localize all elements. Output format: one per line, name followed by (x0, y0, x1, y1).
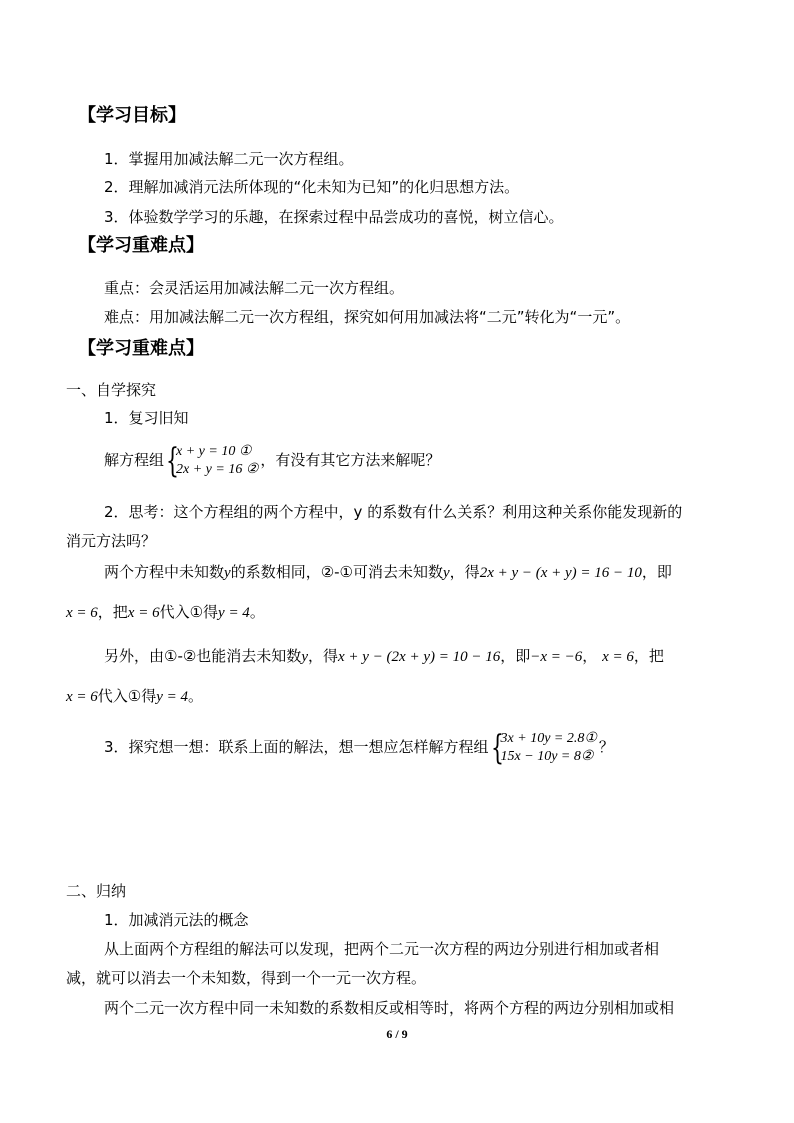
concept-heading: 1．加减消元法的概念 (104, 911, 249, 929)
text-run: ， (582, 647, 598, 665)
system2-equation-1: 3x + 10y = 2.8① (500, 730, 597, 746)
think-question-line-1: 2．思考：这个方程组的两个方程中，y 的系数有什么关系？利用这种关系你能发现新的 (104, 503, 683, 521)
review-system-line (104, 440, 440, 480)
goal-item-2: 2．理解加减消元法所体现的“化未知为已知”的化归思想方法。 (104, 178, 520, 196)
explore-question-line (104, 727, 614, 767)
text-run: 两个方程中未知数 (104, 563, 225, 581)
system2-equation-2: 15x − 10y = 8② (500, 748, 594, 764)
math-equation: x = 6 (602, 649, 634, 665)
text-run: ，得 (307, 647, 338, 665)
explore-end: ？ (598, 738, 614, 756)
think-question-line-2: 消元方法吗？ (66, 532, 157, 550)
math-equation: y = 4 (218, 605, 250, 621)
text-run: 。 (188, 687, 204, 705)
text-run: ，即 (641, 563, 672, 581)
math-variable: y (301, 649, 308, 665)
goal-item-3: 3．体验数学学习的乐趣，在探索过程中品尝成功的喜悦，树立信心。 (104, 208, 564, 226)
math-equation: x + y − (2x + y) = 10 − 16 (338, 649, 501, 665)
text-run: 。 (249, 603, 265, 621)
section-title-key-points-2: 【学习重难点】 (78, 338, 204, 359)
text-run: 的系数相同，②-①可消去未知数 (230, 563, 443, 581)
math-equation: y = 4 (156, 689, 189, 705)
system1-equation-1: x + y = 10 ① (176, 443, 252, 459)
part-two-heading: 二、归纳 (66, 882, 127, 900)
text-run: 另外，由①-②也能消去未知数 (104, 647, 302, 665)
left-brace-icon: { (490, 727, 504, 768)
math-equation: −x = −6 (530, 649, 583, 665)
page-number: 6 / 9 (386, 1027, 408, 1041)
math-equation: x = 6 (127, 605, 160, 621)
system1-equation-2: 2x + y = 16 ② (176, 461, 259, 477)
math-variable: y (224, 565, 231, 581)
math-variable: y (443, 565, 450, 581)
text-run: ，得 (449, 563, 480, 581)
left-brace-icon: { (166, 440, 179, 481)
math-equation: x = 6 (66, 689, 98, 705)
text-run: 代入①得 (159, 603, 219, 621)
explore-text: 3．探究想一想：联系上面的解法，想一想应怎样解方程组 (104, 738, 489, 756)
solution-paragraph-1 (104, 562, 672, 583)
section-title-goals: 【学习目标】 (78, 105, 186, 126)
section-title-key-points: 【学习重难点】 (78, 235, 204, 256)
concept-paragraph-line-1: 从上面两个方程组的解法可以发现，把两个二元一次方程的两边分别进行相加或者相 (104, 940, 660, 958)
equation-system-1 (166, 440, 259, 481)
concept-paragraph-line-3: 两个二元一次方程中同一未知数的系数相反或相等时，将两个方程的两边分别相加或相 (104, 999, 675, 1017)
solve-prefix: 解方程组 (104, 451, 165, 469)
review-heading: 1．复习旧知 (104, 409, 189, 427)
concept-paragraph-line-2: 减，就可以消去一个未知数，得到一个一元一次方程。 (66, 969, 427, 987)
solution-paragraph-4 (66, 686, 203, 707)
equation-system-2 (490, 727, 597, 768)
solution-paragraph-3 (104, 646, 664, 667)
text-run: ，即 (500, 647, 531, 665)
part-one-heading: 一、自学探究 (66, 381, 157, 399)
goal-item-1: 1．掌握用加减法解二元一次方程组。 (104, 150, 354, 168)
difficult-point: 难点：用加减法解二元一次方程组，探究如何用加减法将“二元”转化为“一元”。 (104, 308, 631, 326)
math-equation: 2x + y − (x + y) = 16 − 10 (479, 565, 642, 581)
math-equation: x = 6 (66, 605, 98, 621)
solve-suffix: ，有没有其它方法来解呢？ (260, 451, 441, 469)
key-point: 重点：会灵活运用加减法解二元一次方程组。 (104, 279, 405, 297)
text-run: 代入①得 (97, 687, 157, 705)
solution-paragraph-2 (66, 602, 265, 623)
text-run: ，把 (97, 603, 128, 621)
text-run: ，把 (633, 647, 664, 665)
